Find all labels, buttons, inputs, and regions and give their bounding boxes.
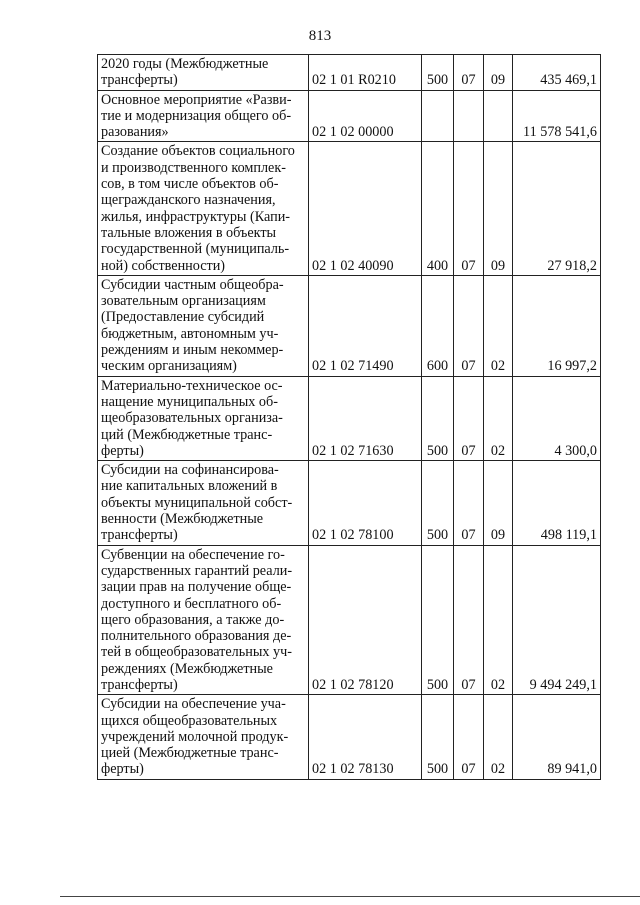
code-cell: 02 1 02 71630 bbox=[309, 376, 422, 460]
description-cell: Материально-техническое ос- нащение муниципальных об- щеобразовательных организа- ций (Межбюджетные транс- ферты) bbox=[98, 376, 309, 460]
description-cell: Субсидии частным общеобра- зовательным организациям (Предоставление субсидий бюджетным, автономным уч- реждениям и иным некоммер- ческим организациям) bbox=[98, 275, 309, 376]
code-cell: 02 1 02 71490 bbox=[309, 275, 422, 376]
table-row bbox=[98, 90, 601, 142]
sum-cell: 89 941,0 bbox=[513, 695, 601, 779]
table-row bbox=[98, 55, 601, 91]
subsection-cell bbox=[484, 90, 513, 142]
expense-type-cell: 400 bbox=[422, 142, 454, 275]
section-cell: 07 bbox=[454, 142, 484, 275]
code-cell: 02 1 02 40090 bbox=[309, 142, 422, 275]
table-row bbox=[98, 275, 601, 376]
description-cell: Субсидии на софинансирова- ние капитальных вложений в объекты муниципальной собст- венности (Межбюджетные трансферты) bbox=[98, 461, 309, 545]
sum-cell: 11 578 541,6 bbox=[513, 90, 601, 142]
description-cell: Субвенции на обеспечение го- сударственных гарантий реали- зации прав на получение обще- доступного и бесплатного об- щего образования, а также до- полнительного образования де- тей в общеобразовательных уч- реждениях (Межбюджетные трансферты) bbox=[98, 545, 309, 695]
code-cell: 02 1 02 00000 bbox=[309, 90, 422, 142]
sum-cell: 4 300,0 bbox=[513, 376, 601, 460]
code-cell: 02 1 02 78100 bbox=[309, 461, 422, 545]
table-row bbox=[98, 142, 601, 275]
description-cell: Основное мероприятие «Разви- тие и модернизация общего об- разования» bbox=[98, 90, 309, 142]
table-row bbox=[98, 695, 601, 779]
code-cell: 02 1 01 R0210 bbox=[309, 55, 422, 91]
section-cell: 07 bbox=[454, 695, 484, 779]
sum-cell: 498 119,1 bbox=[513, 461, 601, 545]
subsection-cell: 02 bbox=[484, 695, 513, 779]
subsection-cell: 02 bbox=[484, 545, 513, 695]
section-cell: 07 bbox=[454, 376, 484, 460]
description-cell: Субсидии на обеспечение уча- щихся общеобразовательных учреждений молочной продук- цией (Межбюджетные транс- ферты) bbox=[98, 695, 309, 779]
subsection-cell: 09 bbox=[484, 55, 513, 91]
section-cell: 07 bbox=[454, 461, 484, 545]
sum-cell: 435 469,1 bbox=[513, 55, 601, 91]
subsection-cell: 09 bbox=[484, 142, 513, 275]
code-cell: 02 1 02 78130 bbox=[309, 695, 422, 779]
sum-cell: 16 997,2 bbox=[513, 275, 601, 376]
sum-cell: 9 494 249,1 bbox=[513, 545, 601, 695]
table-row bbox=[98, 545, 601, 695]
expense-type-cell: 500 bbox=[422, 695, 454, 779]
budget-table-body bbox=[98, 55, 601, 780]
description-cell: 2020 годы (Межбюджетные трансферты) bbox=[98, 55, 309, 91]
table-row bbox=[98, 376, 601, 460]
expense-type-cell bbox=[422, 90, 454, 142]
expense-type-cell: 500 bbox=[422, 461, 454, 545]
code-cell: 02 1 02 78120 bbox=[309, 545, 422, 695]
section-cell: 07 bbox=[454, 55, 484, 91]
expense-type-cell: 600 bbox=[422, 275, 454, 376]
section-cell bbox=[454, 90, 484, 142]
expense-type-cell: 500 bbox=[422, 55, 454, 91]
section-cell: 07 bbox=[454, 545, 484, 695]
subsection-cell: 02 bbox=[484, 376, 513, 460]
bottom-rule bbox=[60, 896, 640, 897]
subsection-cell: 09 bbox=[484, 461, 513, 545]
description-cell: Создание объектов социального и производственного комплек- сов, в том числе объектов об- щегражданского назначения, жилья, инфраструктуры (Капи- тальные вложения в объекты государственной (муниципаль- ной) собственности) bbox=[98, 142, 309, 275]
table-row bbox=[98, 461, 601, 545]
page-number: 813 bbox=[308, 28, 332, 44]
section-cell: 07 bbox=[454, 275, 484, 376]
expense-type-cell: 500 bbox=[422, 376, 454, 460]
expense-type-cell: 500 bbox=[422, 545, 454, 695]
sum-cell: 27 918,2 bbox=[513, 142, 601, 275]
budget-table bbox=[97, 54, 601, 780]
subsection-cell: 02 bbox=[484, 275, 513, 376]
